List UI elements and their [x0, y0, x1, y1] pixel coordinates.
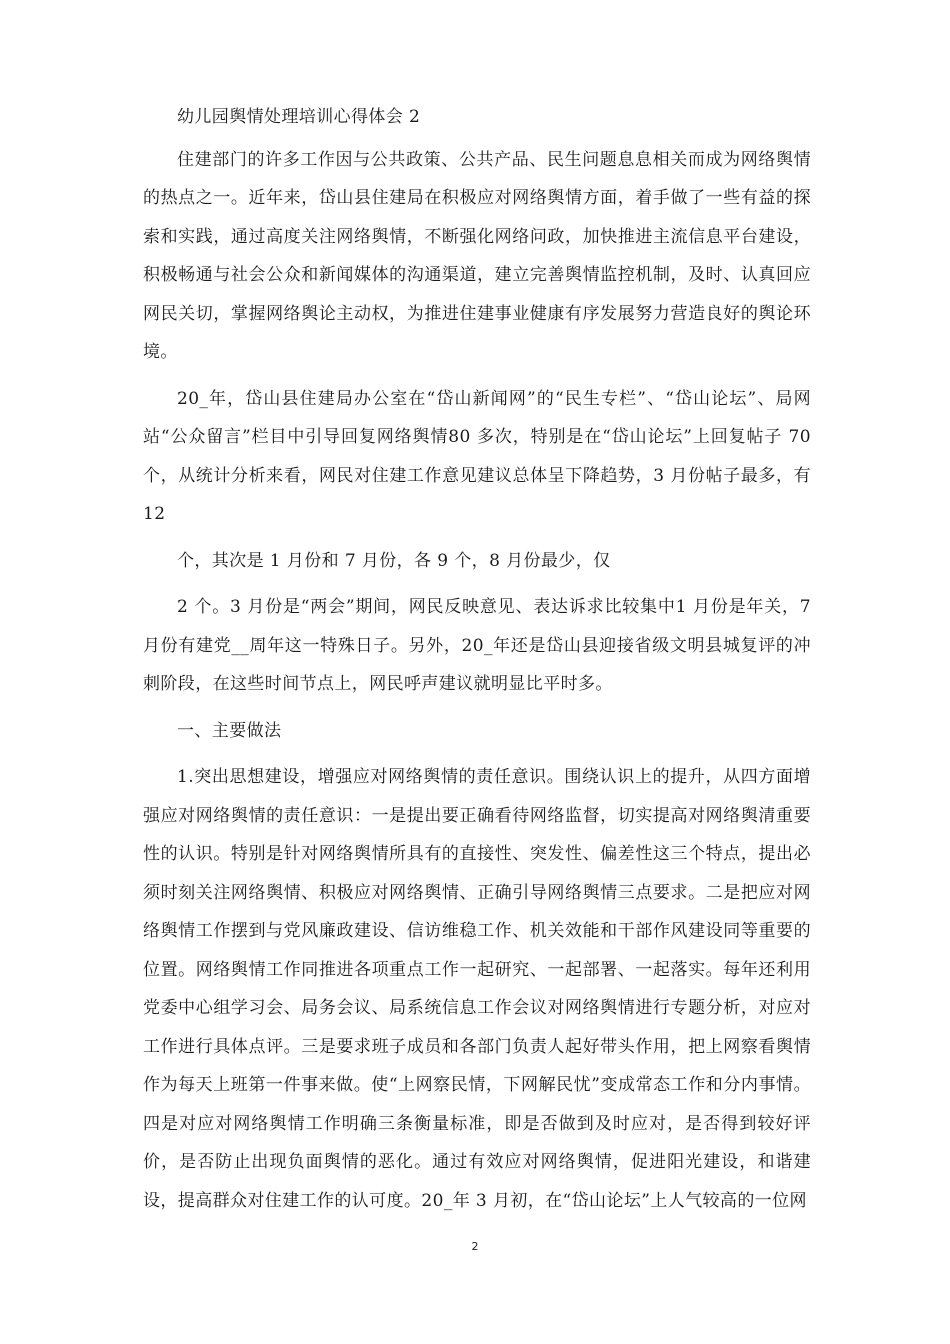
paragraph-ideological-construction: 1.突出思想建设，增强应对网络舆情的责任意识。围绕认识上的提升，从四方面增强应对网络舆情的责任意识：一是提出要正确看待网络监督，切实提高对网络舆清重要性的认识。特别是针对网络舆情所具有的直接性、突发性、偏差性这三个特点，提出必须时刻关注网络舆情、积极应对网络舆情、正确引导网络舆情三点要求。二是把应对网络舆情工作摆到与党风廉政建设、信访维稳工作、机关效能和干部作风建设同等重要的位置。网络舆情工作同推进各项重点工作一起研究、一起部署、一起落实。每年还利用党委中心组学习会、局务会议、局系统信息工作会议对网络舆情进行专题分析，对应对工作进行具体点评。三是要求班子成员和各部门负责人起好带头作用，把上网察看舆情作为每天上班第一件事来做。使“上网察民情，下网解民忧”变成常态工作和分内事情。四是对应对网络舆情工作明确三条衡量标准，即是否做到及时应对，是否得到较好评价，是否防止出现负面舆情的恶化。通过有效应对网络舆情，促进阳光建设，和谐建设，提高群众对住建工作的认可度。20_年 3 月初，在“岱山论坛”上人气较高的一位网 [143, 767, 811, 1211]
paragraph-intro: 住建部门的许多工作因与公共政策、公共产品、民生问题息息相关而成为网络舆情的热点之一。近年来，岱山县住建局在积极应对网络舆情方面，着手做了一些有益的探索和实践，通过高度关注网络舆情，不断强化网络问政，加快推进主流信息平台建设，积极畅通与社会公众和新闻媒体的沟通渠道，建立完善舆情监控机制，及时、认真回应网民关切，掌握网络舆论主动权，为推进住建事业健康有序发展努力营造良好的舆论环境。 [143, 149, 811, 362]
paragraph-analysis: 2 个。3 月份是“两会”期间，网民反映意见、表达诉求比较集中1 月份是年关，7 月份有建党__周年这一特殊日子。另外，20_年还是岱山县迎接省级文明县城复评的冲刺阶段，在这些时间节点上，网民呼声建议就明显比平时多。 [143, 597, 811, 694]
paragraph-statistics: 20_年，岱山县住建局办公室在“岱山新闻网”的“民生专栏”、“岱山论坛”、局网站“公众留言”栏目中引导回复网络舆情80 多次，特别是在“岱山论坛”上回复帖子 70 个，从统计分析来看，网民对住建工作意见建议总体呈下降趋势，3 月份帖子最多，有 12 [143, 388, 811, 524]
section-heading-main-practices: 一、主要做法 [177, 720, 282, 741]
page-number: 2 [471, 1240, 479, 1253]
document-title: 幼儿园舆情处理培训心得体会 2 [177, 107, 421, 127]
paragraph-statistics-continued: 个，其次是 1 月份和 7 月份，各 9 个，8 月份最少，仅 [177, 550, 611, 571]
document-body [143, 98, 811, 1228]
